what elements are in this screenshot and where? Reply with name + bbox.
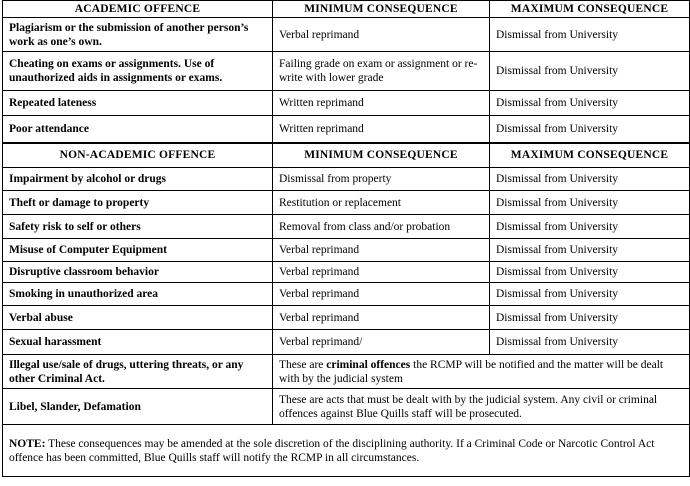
note-text: These consequences may be amended at the sole discretion of the disciplining authority. If a Criminal Code or Narcotic Control Act offence has been committed, Blue Quills staff will notify the RCMP in all circumstances. <box>9 437 655 464</box>
note-label: NOTE: <box>9 437 46 450</box>
libel-row <box>3 389 690 425</box>
maximum-cell: Dismissal from University <box>490 215 690 239</box>
table-row <box>3 283 690 306</box>
non-academic-minimum-header: MINIMUM CONSEQUENCE <box>273 143 490 168</box>
table-row <box>3 306 690 330</box>
note-cell <box>3 425 690 477</box>
minimum-cell: Verbal reprimand <box>273 262 490 283</box>
table-row <box>3 168 690 191</box>
minimum-cell: Removal from class and/or probation <box>273 215 490 239</box>
minimum-cell: Restitution or replacement <box>273 191 490 215</box>
offence-cell: Disruptive classroom behavior <box>3 262 273 283</box>
offence-cell: Theft or damage to property <box>3 191 273 215</box>
table-row <box>3 191 690 215</box>
minimum-cell: Verbal reprimand <box>273 283 490 306</box>
maximum-cell: Dismissal from University <box>490 239 690 262</box>
table-row <box>3 18 690 52</box>
minimum-cell: Failing grade on exam or assignment or re-write with lower grade <box>273 52 490 91</box>
offence-cell: Sexual harassment <box>3 330 273 355</box>
offence-cell: Verbal abuse <box>3 306 273 330</box>
table-row <box>3 52 690 91</box>
maximum-cell: Dismissal from University <box>490 18 690 52</box>
table-row <box>3 262 690 283</box>
criminal-row <box>3 355 690 389</box>
criminal-text-after: the RCMP will be notified and the matter will be dealt with by the judicial system <box>279 358 664 385</box>
libel-consequence-cell: These are acts that must be dealt with by the judicial system. Any civil or criminal offences against Blue Quills staff will be prosecuted. <box>273 389 690 425</box>
non-academic-header-row <box>3 143 690 168</box>
criminal-consequence-cell <box>273 355 690 389</box>
maximum-cell: Dismissal from University <box>490 283 690 306</box>
offence-cell: Illegal use/sale of drugs, uttering threats, or any other Criminal Act. <box>3 355 273 389</box>
table-row <box>3 215 690 239</box>
academic-maximum-header: MAXIMUM CONSEQUENCE <box>490 1 690 18</box>
offence-cell: Poor attendance <box>3 116 273 143</box>
maximum-cell: Dismissal from University <box>490 91 690 116</box>
table-row <box>3 330 690 355</box>
offence-cell: Misuse of Computer Equipment <box>3 239 273 262</box>
minimum-cell: Verbal reprimand <box>273 18 490 52</box>
minimum-cell: Verbal reprimand <box>273 239 490 262</box>
consequences-table <box>2 0 690 477</box>
offence-cell: Repeated lateness <box>3 91 273 116</box>
academic-offence-header: ACADEMIC OFFENCE <box>3 1 273 18</box>
table-row <box>3 91 690 116</box>
minimum-cell: Written reprimand <box>273 116 490 143</box>
note-row <box>3 425 690 477</box>
maximum-cell: Dismissal from University <box>490 168 690 191</box>
table-row <box>3 116 690 143</box>
maximum-cell: Dismissal from University <box>490 52 690 91</box>
maximum-cell: Dismissal from University <box>490 262 690 283</box>
criminal-offences-emphasis: criminal offences <box>326 358 411 371</box>
offence-cell: Cheating on exams or assignments. Use of unauthorized aids in assignments or exams. <box>3 52 273 91</box>
minimum-cell: Dismissal from property <box>273 168 490 191</box>
academic-minimum-header: MINIMUM CONSEQUENCE <box>273 1 490 18</box>
offence-cell: Safety risk to self or others <box>3 215 273 239</box>
offence-cell: Plagiarism or the submission of another person’s work as one’s own. <box>3 18 273 52</box>
maximum-cell: Dismissal from University <box>490 330 690 355</box>
non-academic-offence-header: NON-ACADEMIC OFFENCE <box>3 143 273 168</box>
non-academic-maximum-header: MAXIMUM CONSEQUENCE <box>490 143 690 168</box>
academic-header-row <box>3 1 690 18</box>
table-row <box>3 239 690 262</box>
criminal-text-before: These are <box>279 358 327 371</box>
offence-cell: Impairment by alcohol or drugs <box>3 168 273 191</box>
offence-cell: Libel, Slander, Defamation <box>3 389 273 425</box>
minimum-cell: Written reprimand <box>273 91 490 116</box>
offence-cell: Smoking in unauthorized area <box>3 283 273 306</box>
minimum-cell: Verbal reprimand/ <box>273 330 490 355</box>
minimum-cell: Verbal reprimand <box>273 306 490 330</box>
maximum-cell: Dismissal from University <box>490 116 690 143</box>
maximum-cell: Dismissal from University <box>490 191 690 215</box>
maximum-cell: Dismissal from University <box>490 306 690 330</box>
